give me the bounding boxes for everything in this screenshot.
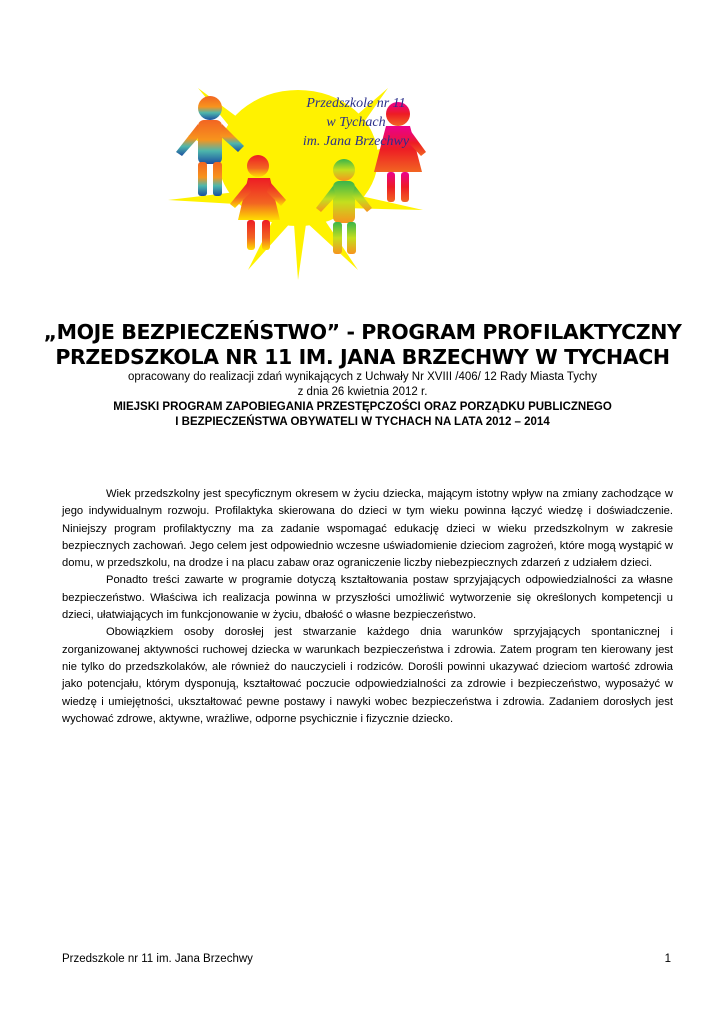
paragraph: Wiek przedszkolny jest specyficznym okresem w życiu dziecka, mającym istotny wpływ na zmiany zachodzące w jego indywidualnym rozwoju. Profilaktyka skierowana do dzieci w tym wieku powinna łączyć wiedzę i doświadczenie. Niniejszy program profilaktyczny ma za zadanie wspomagać edukację dzieci w wieku przedszkolnym w zakresie bezpiecznych zachowań. Jego celem jest odpowiednio wczesne uświadomienie dzieciom zagrożeń, które mogą wystąpić w domu, w przedszkolu, na drodze i na placu zabaw oraz ograniczenie liczby niebezpiecznych zdarzeń z udziałem dzieci. [62, 488, 673, 570]
logo-line-2: w Tychach [326, 115, 386, 130]
subtitle-line-2: z dnia 26 kwietnia 2012 r. [297, 386, 428, 398]
page-number: 1 [664, 953, 671, 965]
program-name-line-1: MIEJSKI PROGRAM ZAPOBIEGANIA PRZESTĘPCZOŚCI ORAZ PORZĄDKU PUBLICZNEGO [113, 401, 612, 413]
document-title-line-1: „MOJE BEZPIECZEŃSTWO” - PROGRAM PROFILAKTYCZNY [43, 320, 682, 344]
subtitle-line-1: opracowany do realizacji zdań wynikających z Uchwały Nr XVIII /406/ 12 Rady Miasta Tychy [128, 371, 597, 383]
paragraph: Obowiązkiem osoby dorosłej jest stwarzanie każdego dnia warunków sprzyjających spontanicznej i zorganizowanej aktywności ruchowej dziecka w warunkach bezpieczeństwa i zdrowia. Zatem program ten kierowany jest nie tylko do przedszkolaków, ale również do nauczycieli i rodziców. Dorośli powinni ukazywać dzieciom wartość zdrowia jako potencjału, którym dysponują, kształtować poczucie odpowiedzialności za zdrowie i bezpieczeństwo, wyposażyć w wiedzę i umiejętności, ukształtować pewne postawy i nawyki wobec bezpieczeństwa i zdrowia. Zadaniem dorosłych jest wychować zdrowe, aktywne, wrażliwe, odporne psychicznie i fizycznie dziecko. [62, 626, 673, 725]
paragraph: Ponadto treści zawarte w programie dotyczą kształtowania postaw sprzyjających odpowiedzialności za własne bezpieczeństwo. Właściwa ich realizacja powinna w przyszłości umożliwić wytworzenie się określonych kompetencji u dzieci, ułatwiających im funkcjonowanie w życiu, dbałość o własne bezpieczeństwo. [62, 574, 673, 622]
kindergarten-logo [158, 80, 428, 280]
footer-text: Przedszkole nr 11 im. Jana Brzechwy [62, 953, 253, 965]
logo-line-3: im. Jana Brzechwy [302, 134, 410, 149]
logo-line-1: Przedszkole nr 11 [306, 96, 406, 111]
logo-caption [276, 94, 436, 151]
document-title-line-2: PRZEDSZKOLA NR 11 IM. JANA BRZECHWY W TYCHACH [55, 345, 670, 369]
body-text [62, 486, 673, 728]
program-name-line-2: I BEZPIECZEŃSTWA OBYWATELI W TYCHACH NA LATA 2012 – 2014 [175, 416, 550, 428]
